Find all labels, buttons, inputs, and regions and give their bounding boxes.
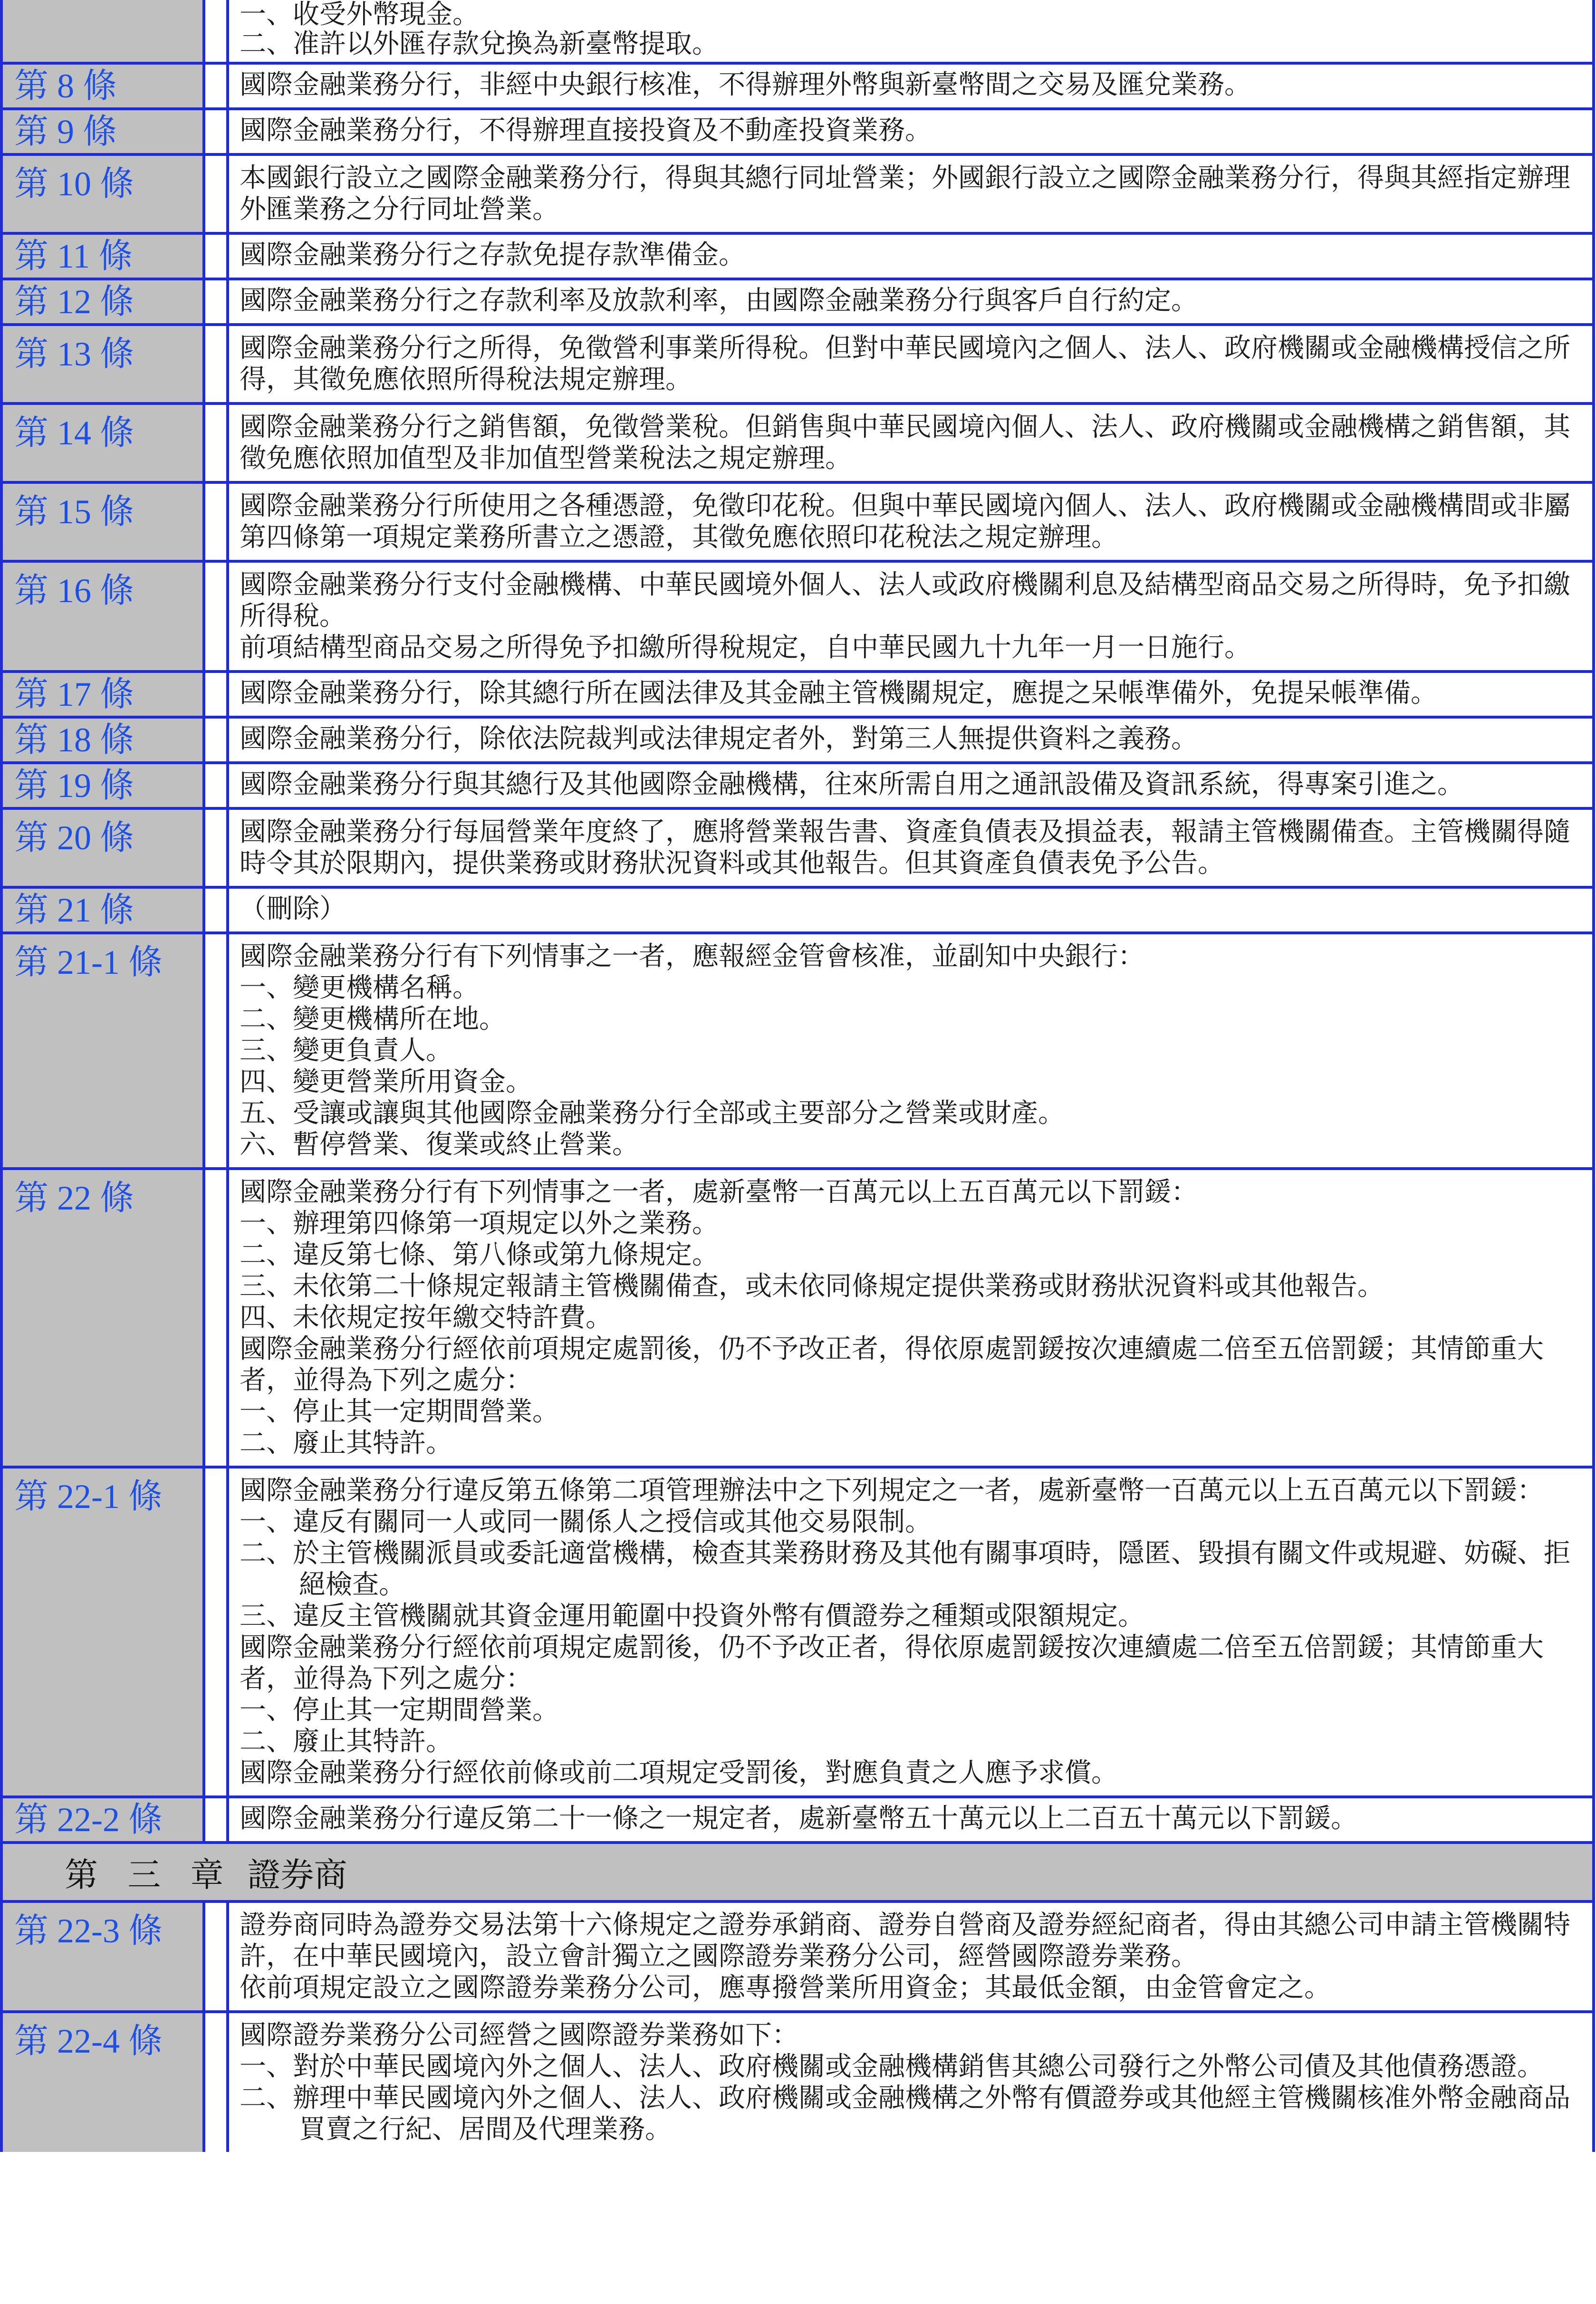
article-paragraph: 國際金融業務分行有下列情事之一者，處新臺幣一百萬元以上五百萬元以下罰鍰： xyxy=(240,1177,1198,1208)
article-paragraph: 國際金融業務分行支付金融機構、中華民國境外個人、法人或政府機關利息及結構型商品交易之所得時，免予扣繳所得稅。 xyxy=(240,569,1570,632)
article-paragraph: 前項結構型商品交易之所得免予扣繳所得稅規定，自中華民國九十九年一月一日施行。 xyxy=(240,632,1251,663)
article-row xyxy=(0,886,1595,931)
article-paragraph: 一、對於中華民國境內外之個人、法人、政府機關或金融機構銷售其總公司發行之外幣公司債及其他債務憑證。 xyxy=(240,2051,1544,2082)
article-row xyxy=(0,232,1595,278)
chapter-title: 證券商 xyxy=(247,1855,347,1894)
article-paragraph: 三、變更負責人。 xyxy=(240,1035,452,1066)
article-paragraph: 二、違反第七條、第八條或第九條規定。 xyxy=(240,1239,719,1270)
chapter-number: 第 三 章 xyxy=(65,1855,233,1894)
article-number[interactable]: 第 21-1 條 xyxy=(0,934,205,1167)
spacer-cell xyxy=(205,1798,229,1841)
article-paragraph: 四、未依規定按年繳交特許費。 xyxy=(240,1302,612,1333)
article-paragraph: 國際金融業務分行之所得，免徵營利事業所得稅。但對中華民國境內之個人、法人、政府機關或金融機構授信之所得，其徵免應依照所得稅法規定辦理。 xyxy=(240,333,1570,395)
article-text-cell xyxy=(229,764,1595,807)
article-row xyxy=(0,761,1595,807)
spacer-cell xyxy=(205,2013,229,2152)
article-number[interactable]: 第 22 條 xyxy=(0,1170,205,1466)
chapter-heading xyxy=(0,1841,1595,1900)
article-paragraph: 國際金融業務分行違反第二十一條之一規定者，處新臺幣五十萬元以上二百五十萬元以下罰鍰。 xyxy=(240,1803,1357,1834)
article-number[interactable]: 第 15 條 xyxy=(0,484,205,560)
article-paragraph: 國際金融業務分行之存款免提存款準備金。 xyxy=(240,240,745,270)
spacer-cell xyxy=(205,65,229,107)
article-number[interactable]: 第 14 條 xyxy=(0,405,205,481)
spacer-cell xyxy=(205,110,229,153)
article-text-cell xyxy=(229,810,1595,886)
spacer-cell xyxy=(205,1170,229,1466)
article-text-cell xyxy=(229,405,1595,481)
spacer-cell xyxy=(205,1903,229,2010)
spacer-cell xyxy=(205,484,229,560)
article-text-cell xyxy=(229,889,1595,931)
article-number[interactable]: 第 12 條 xyxy=(0,280,205,323)
article-row xyxy=(0,0,1595,62)
article-number[interactable]: 第 13 條 xyxy=(0,326,205,402)
article-row xyxy=(0,807,1595,886)
article-row xyxy=(0,716,1595,761)
article-row xyxy=(0,560,1595,670)
article-paragraph: 二、變更機構所在地。 xyxy=(240,1004,506,1035)
article-row xyxy=(0,323,1595,402)
article-row xyxy=(0,1900,1595,2010)
article-paragraph: 國際金融業務分行與其總行及其他國際金融機構，往來所需自用之通訊設備及資訊系統，得專案引進之。 xyxy=(240,769,1464,800)
article-paragraph: 國際金融業務分行，不得辦理直接投資及不動產投資業務。 xyxy=(240,115,932,146)
article-paragraph: 證券商同時為證券交易法第十六條規定之證券承銷商、證券自營商及證券經紀商者，得由其總公司申請主管機關特許，在中華民國境內，設立會計獨立之國際證券業務分公司，經營國際證券業務。 xyxy=(240,1910,1570,1972)
article-paragraph: 五、受讓或讓與其他國際金融業務分行全部或主要部分之營業或財產。 xyxy=(240,1098,1065,1129)
article-text-cell xyxy=(229,484,1595,560)
spacer-cell xyxy=(205,326,229,402)
article-row xyxy=(0,1167,1595,1466)
article-text-cell xyxy=(229,65,1595,107)
article-paragraph: 國際金融業務分行經依前項規定處罰後，仍不予改正者，得依原處罰鍰按次連續處二倍至五倍罰鍰；其情節重大者，並得為下列之處分： xyxy=(240,1334,1544,1396)
article-number[interactable]: 第 22-3 條 xyxy=(0,1903,205,2010)
article-paragraph: 一、收受外幣現金。 xyxy=(240,0,479,30)
article-paragraph: 依前項規定設立之國際證券業務分公司，應專撥營業所用資金；其最低金額，由金管會定之。 xyxy=(240,1972,1331,2003)
article-paragraph: 二、於主管機關派員或委託適當機構，檢查其業務財務及其他有關事項時，隱匿、毀損有關文件或規避、妨礙、拒絕檢查。 xyxy=(240,1538,1570,1600)
article-text-cell xyxy=(229,563,1595,670)
spacer-cell xyxy=(205,934,229,1167)
spacer-cell xyxy=(205,280,229,323)
article-paragraph: 國際金融業務分行經依前項規定處罰後，仍不予改正者，得依原處罰鍰按次連續處二倍至五倍罰鍰；其情節重大者，並得為下列之處分： xyxy=(240,1632,1544,1694)
article-number-cell xyxy=(0,0,205,62)
article-row xyxy=(0,1466,1595,1795)
article-text-cell xyxy=(229,1903,1595,2010)
article-text-cell xyxy=(229,280,1595,323)
article-row xyxy=(0,62,1595,107)
article-paragraph: 國際金融業務分行之存款利率及放款利率，由國際金融業務分行與客戶自行約定。 xyxy=(240,285,1198,316)
article-paragraph: 國際金融業務分行之銷售額，免徵營業稅。但銷售與中華民國境內個人、法人、政府機關或金融機構之銷售額，其徵免應依照加值型及非加值型營業稅法之規定辦理。 xyxy=(240,412,1570,474)
article-text-cell xyxy=(229,110,1595,153)
article-number[interactable]: 第 10 條 xyxy=(0,156,205,232)
article-number[interactable]: 第 11 條 xyxy=(0,235,205,278)
article-text-cell xyxy=(229,235,1595,278)
article-paragraph: 一、變更機構名稱。 xyxy=(240,972,479,1003)
article-paragraph: 一、違反有關同一人或同一關係人之授信或其他交易限制。 xyxy=(240,1507,932,1537)
article-number[interactable]: 第 17 條 xyxy=(0,673,205,716)
article-paragraph: 六、暫停營業、復業或終止營業。 xyxy=(240,1129,639,1160)
article-paragraph: 四、變更營業所用資金。 xyxy=(240,1066,532,1097)
spacer-cell xyxy=(205,673,229,716)
article-number[interactable]: 第 22-4 條 xyxy=(0,2013,205,2152)
article-number[interactable]: 第 20 條 xyxy=(0,810,205,886)
article-text-cell xyxy=(229,1469,1595,1795)
article-row xyxy=(0,107,1595,153)
article-paragraph: 國際金融業務分行每屆營業年度終了，應將營業報告書、資產負債表及損益表，報請主管機關備查。主管機關得隨時令其於限期內，提供業務或財務狀況資料或其他報告。但其資產負債表免予公告。 xyxy=(240,816,1570,879)
article-number[interactable]: 第 22-1 條 xyxy=(0,1469,205,1795)
article-text-cell xyxy=(229,326,1595,402)
article-paragraph: 一、辦理第四條第一項規定以外之業務。 xyxy=(240,1208,719,1239)
article-paragraph: 國際證券業務分公司經營之國際證券業務如下： xyxy=(240,2020,798,2051)
article-number[interactable]: 第 22-2 條 xyxy=(0,1798,205,1841)
article-number[interactable]: 第 21 條 xyxy=(0,889,205,931)
article-paragraph: 三、違反主管機關就其資金運用範圍中投資外幣有價證券之種類或限額規定。 xyxy=(240,1601,1144,1632)
article-row xyxy=(0,278,1595,323)
spacer-cell xyxy=(205,563,229,670)
spacer-cell xyxy=(205,719,229,761)
article-paragraph: 二、准許以外匯存款兌換為新臺幣提取。 xyxy=(240,29,719,59)
article-paragraph: 三、未依第二十條規定報請主管機關備查，或未依同條規定提供業務或財務狀況資料或其他報告。 xyxy=(240,1271,1384,1302)
article-text-cell xyxy=(229,156,1595,232)
article-number[interactable]: 第 16 條 xyxy=(0,563,205,670)
article-paragraph: 國際金融業務分行，非經中央銀行核准，不得辦理外幣與新臺幣間之交易及匯兌業務。 xyxy=(240,69,1251,100)
article-text-cell xyxy=(229,0,1595,62)
spacer-cell xyxy=(205,156,229,232)
article-paragraph: 二、廢止其特許。 xyxy=(240,1726,452,1757)
article-paragraph: 國際金融業務分行違反第五條第二項管理辦法中之下列規定之一者，處新臺幣一百萬元以上五百萬元以下罰鍰： xyxy=(240,1475,1544,1506)
article-row xyxy=(0,670,1595,716)
article-row xyxy=(0,402,1595,481)
article-number[interactable]: 第 8 條 xyxy=(0,65,205,107)
article-text-cell xyxy=(229,934,1595,1167)
article-number[interactable]: 第 19 條 xyxy=(0,764,205,807)
article-text-cell xyxy=(229,719,1595,761)
article-paragraph: 國際金融業務分行經依前條或前二項規定受罰後，對應負責之人應予求償。 xyxy=(240,1757,1118,1788)
article-row xyxy=(0,153,1595,232)
article-paragraph: 國際金融業務分行，除依法院裁判或法律規定者外，對第三人無提供資料之義務。 xyxy=(240,723,1198,754)
spacer-cell xyxy=(205,235,229,278)
article-row xyxy=(0,481,1595,560)
article-paragraph: 國際金融業務分行有下列情事之一者，應報經金管會核准，並副知中央銀行： xyxy=(240,941,1144,972)
article-paragraph: （刪除） xyxy=(240,893,346,924)
article-text-cell xyxy=(229,2013,1595,2152)
spacer-cell xyxy=(205,764,229,807)
article-paragraph: 國際金融業務分行所使用之各種憑證，免徵印花稅。但與中華民國境內個人、法人、政府機關或金融機構間或非屬第四條第一項規定業務所書立之憑證，其徵免應依照印花稅法之規定辦理。 xyxy=(240,490,1570,553)
spacer-cell xyxy=(205,810,229,886)
article-paragraph: 二、辦理中華民國境內外之個人、法人、政府機關或金融機構之外幣有價證券或其他經主管機關核准外幣金融商品買賣之行紀、居間及代理業務。 xyxy=(240,2083,1570,2145)
article-paragraph: 二、廢止其特許。 xyxy=(240,1428,452,1459)
article-paragraph: 國際金融業務分行，除其總行所在國法律及其金融主管機關規定，應提之呆帳準備外，免提呆帳準備。 xyxy=(240,678,1437,709)
spacer-cell xyxy=(205,0,229,62)
article-paragraph: 本國銀行設立之國際金融業務分行，得與其總行同址營業；外國銀行設立之國際金融業務分行，得與其經指定辦理外匯業務之分行同址營業。 xyxy=(240,163,1570,225)
article-text-cell xyxy=(229,1170,1595,1466)
article-row xyxy=(0,2010,1595,2152)
article-number[interactable]: 第 18 條 xyxy=(0,719,205,761)
article-number[interactable]: 第 9 條 xyxy=(0,110,205,153)
article-row xyxy=(0,1795,1595,1841)
article-text-cell xyxy=(229,1798,1595,1841)
spacer-cell xyxy=(205,1469,229,1795)
article-text-cell xyxy=(229,673,1595,716)
spacer-cell xyxy=(205,405,229,481)
spacer-cell xyxy=(205,889,229,931)
article-row xyxy=(0,931,1595,1167)
article-paragraph: 一、停止其一定期間營業。 xyxy=(240,1695,559,1726)
article-paragraph: 一、停止其一定期間營業。 xyxy=(240,1396,559,1427)
